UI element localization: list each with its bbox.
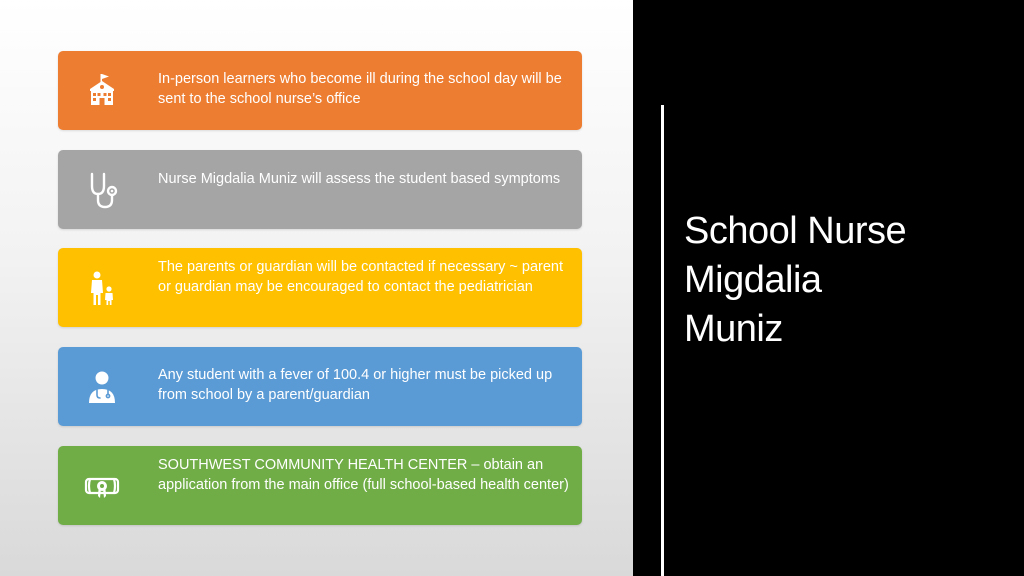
card-text: In-person learners who become ill during the school day will be sent to the school nurse’s office [158, 71, 562, 107]
title-line: Migdalia [684, 259, 822, 301]
info-card-fever-pickup [58, 347, 582, 426]
parent-child-icon [82, 268, 122, 308]
title-line: School Nurse [684, 210, 907, 252]
card-text: Any student with a fever of 100.4 or higher must be picked up from school by a parent/guardian [158, 367, 553, 403]
card-text: Nurse Migdalia Muniz will assess the student based symptoms [158, 171, 561, 187]
slide-title [684, 207, 1004, 354]
vertical-divider [661, 105, 664, 576]
title-line: Muniz [684, 308, 783, 350]
info-card-assessment [58, 150, 582, 229]
stethoscope-icon [82, 170, 122, 210]
certificate-icon [82, 466, 122, 506]
doctor-icon [82, 367, 122, 407]
school-building-icon [82, 71, 122, 111]
card-text: The parents or guardian will be contacted if necessary ~ parent or guardian may be encouraged to contact the pediatrician [158, 259, 564, 295]
info-card-nurse-office [58, 51, 582, 130]
card-text: SOUTHWEST COMMUNITY HEALTH CENTER – obtain an application from the main office (full school-based health center) [158, 457, 569, 493]
info-card-health-center [58, 446, 582, 525]
info-card-contact-parents [58, 248, 582, 327]
